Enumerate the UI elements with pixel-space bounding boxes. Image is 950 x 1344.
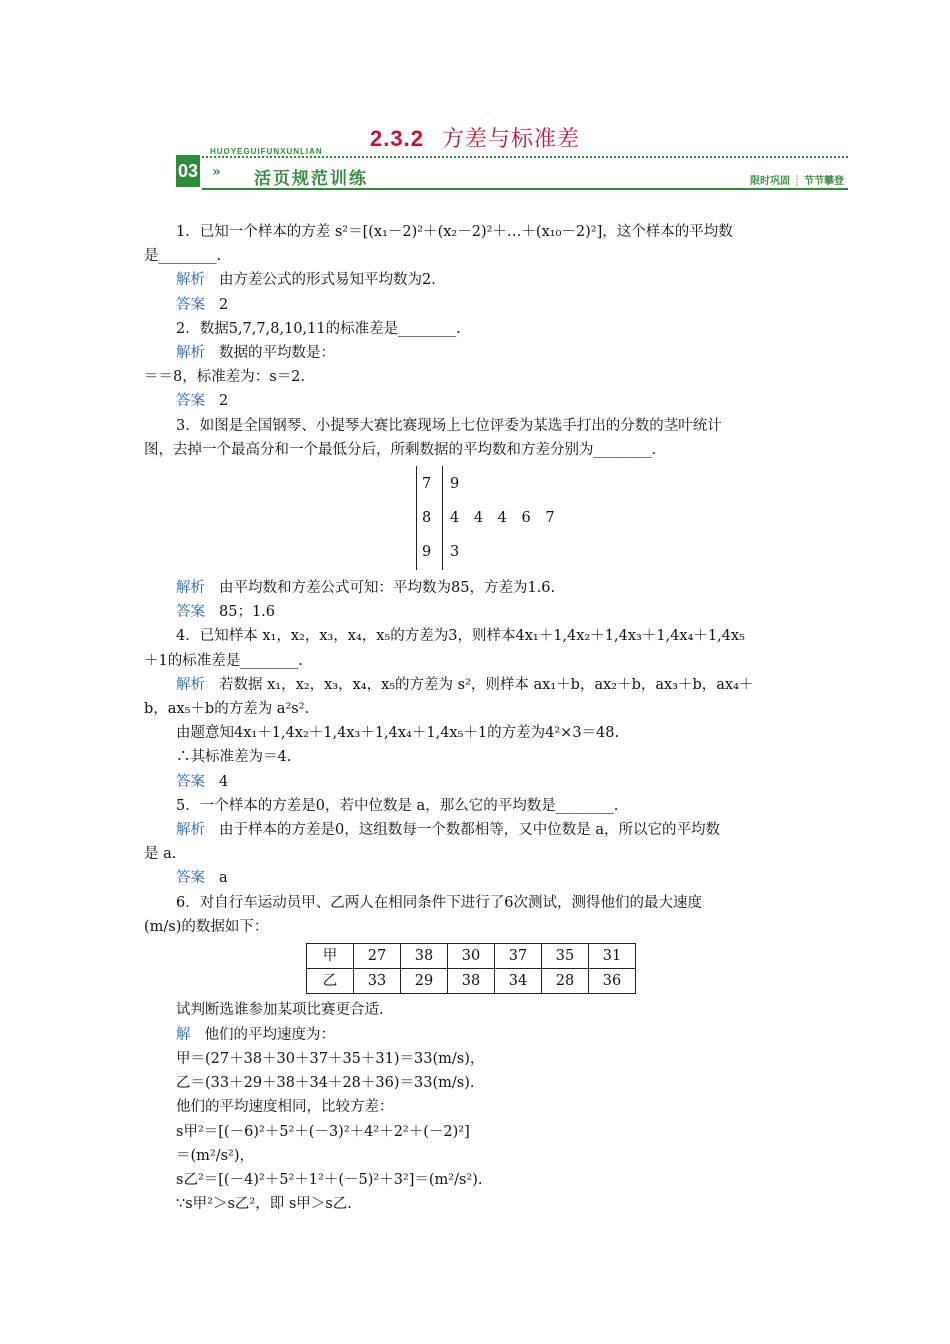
q3-answer: 答案 85；1.6: [176, 604, 276, 621]
table-cell: 乙: [307, 969, 354, 994]
q4-line-3: 由题意知4x₁＋1,4x₂＋1,4x₃＋1,4x₄＋1,4x₅＋1的方差为4²×3＝48.: [176, 725, 620, 742]
analysis-tag: 解析: [176, 822, 205, 839]
table-cell: 29: [401, 969, 448, 994]
q2-answer: 答案 2: [176, 393, 229, 410]
question-4: 4．已知样本 x₁，x₂，x₃，x₄，x₅的方差为3，则样本4x₁＋1,4x₂＋1,4x₃＋1,4x₄＋1,4x₅: [176, 628, 745, 645]
table-cell: 38: [401, 944, 448, 969]
q6-line-6: s乙²＝[(－4)²＋5²＋1²＋(－5)²＋3²]＝(m²/s²).: [176, 1171, 483, 1188]
table-cell: 38: [448, 969, 495, 994]
table-cell: 30: [448, 944, 495, 969]
q6-line-3: 他们的平均速度相同，比较方差：: [176, 1099, 394, 1116]
q4-analysis: 解析 若数据 x₁，x₂，x₃，x₄，x₅的方差为 s²，则样本 ax₁＋b，ax₂＋b，ax₃＋b，ax₄＋: [176, 676, 754, 693]
table-cell: 36: [589, 969, 636, 994]
stem-divider-line: [442, 466, 443, 570]
double-chevron-icon: »: [212, 164, 221, 180]
section-number: 2.3.2: [370, 126, 424, 151]
question-6-ask: 试判断选谁参加某项比赛更合适.: [176, 1002, 384, 1019]
q2-analysis: 解析 数据的平均数是：: [176, 345, 335, 362]
section-title: 方差与标准差: [441, 127, 580, 152]
page-title: [0, 122, 950, 153]
analysis-tag: 解析: [176, 272, 205, 289]
q5-answer: 答案 a: [176, 870, 228, 887]
table-cell: 甲: [307, 944, 354, 969]
stem-value: 9: [422, 544, 432, 561]
q6-line-2: 乙＝(33＋29＋38＋34＋28＋36)＝33(m/s).: [176, 1075, 475, 1092]
banner-right-a: 限时巩固: [749, 176, 790, 187]
exercise-content: [144, 220, 808, 1216]
question-3-cont: 图，去掉一个最高分和一个最低分后，所剩数据的平均数和方差分别为________.: [144, 441, 657, 458]
section-banner: [176, 147, 848, 192]
answer-tag: 答案: [176, 773, 205, 790]
banner-pinyin: HUOYEGUIFUNXUNLIAN: [210, 147, 323, 156]
question-4-cont: ＋1的标准差是________.: [144, 652, 303, 669]
q6-solution: 解 他们的平均速度为：: [176, 1026, 335, 1043]
answer-tag: 答案: [176, 604, 205, 621]
analysis-tag: 解析: [176, 676, 205, 693]
leaf-values: 9: [450, 476, 460, 493]
banner-right-text: 限时巩固 ┊ 节节攀登: [749, 176, 844, 187]
question-1: 1．已知一个样本的方差 s²＝[(x₁－2)²＋(x₂－2)²＋…＋(x₁₀－2)²]，这个样本的平均数: [176, 224, 733, 240]
table-cell: 34: [495, 969, 542, 994]
banner-label: 活页规范训练: [254, 169, 368, 189]
q4-answer: 答案 4: [176, 773, 229, 790]
banner-top-rule: [202, 156, 848, 158]
q1-analysis: 解析 由方差公式的形式易知平均数为2.: [176, 272, 436, 289]
question-6-cont: (m/s)的数据如下：: [144, 918, 269, 935]
q6-line-7: ∵s甲²＞s乙²，即 s甲＞s乙.: [176, 1196, 352, 1213]
table-row: [307, 969, 636, 994]
stem-value: 8: [422, 510, 432, 527]
analysis-tag: 解析: [176, 345, 205, 362]
q3-analysis: 解析 由平均数和方差公式可知：平均数为85，方差为1.6.: [176, 580, 556, 597]
question-1-cont: 是________.: [144, 248, 222, 265]
q4-line-4: ∴其标准差为＝4.: [176, 749, 292, 766]
question-2: 2．数据5,7,7,8,10,11的标准差是________.: [176, 320, 461, 337]
q6-line-1: 甲＝(27＋38＋30＋37＋35＋31)＝33(m/s)，: [176, 1050, 485, 1067]
q6-line-5: ＝(m²/s²)，: [176, 1147, 255, 1164]
solution-tag: 解: [176, 1026, 191, 1043]
banner-number-box: 03: [176, 155, 200, 187]
banner-right-b: 节节攀登: [804, 176, 844, 187]
table-row: [307, 944, 636, 969]
analysis-tag: 解析: [176, 580, 205, 597]
speed-table: [306, 943, 636, 994]
question-3: 3．如图是全国钢琴、小提琴大赛比赛现场上七位评委为某选手打出的分数的茎叶统计: [176, 417, 722, 434]
stem-leaf-plot: [144, 466, 808, 570]
stem-value: 7: [422, 476, 432, 493]
q1-answer: 答案 2: [176, 296, 229, 313]
answer-tag: 答案: [176, 296, 205, 313]
table-cell: 31: [589, 944, 636, 969]
stem-left-line: [416, 466, 417, 570]
q5-analysis: 解析 由于样本的方差是0，这组数每一个数都相等，又中位数是 a，所以它的平均数: [176, 822, 720, 839]
leaf-values: 3: [450, 544, 460, 561]
table-cell: 27: [354, 944, 401, 969]
answer-tag: 答案: [176, 870, 205, 887]
q6-line-4: s甲²＝[(－6)²＋5²＋(－3)²＋4²＋2²＋(－2)²]: [176, 1123, 470, 1140]
answer-tag: 答案: [176, 393, 205, 410]
q5-analysis-cont: 是 a.: [144, 846, 177, 863]
q4-analysis-cont: b，ax₅＋b的方差为 a²s².: [144, 701, 310, 718]
table-cell: 35: [542, 944, 589, 969]
question-5: 5．一个样本的方差是0，若中位数是 a，那么它的平均数是________.: [176, 797, 619, 814]
leaf-values: 4 4 4 6 7: [450, 510, 555, 527]
table-cell: 37: [495, 944, 542, 969]
q2-line: ＝＝8，标准差为：s＝2.: [144, 369, 306, 386]
table-cell: 28: [542, 969, 589, 994]
question-6: 6．对自行车运动员甲、乙两人在相同条件下进行了6次测试，测得他们的最大速度: [176, 894, 702, 911]
table-cell: 33: [354, 969, 401, 994]
